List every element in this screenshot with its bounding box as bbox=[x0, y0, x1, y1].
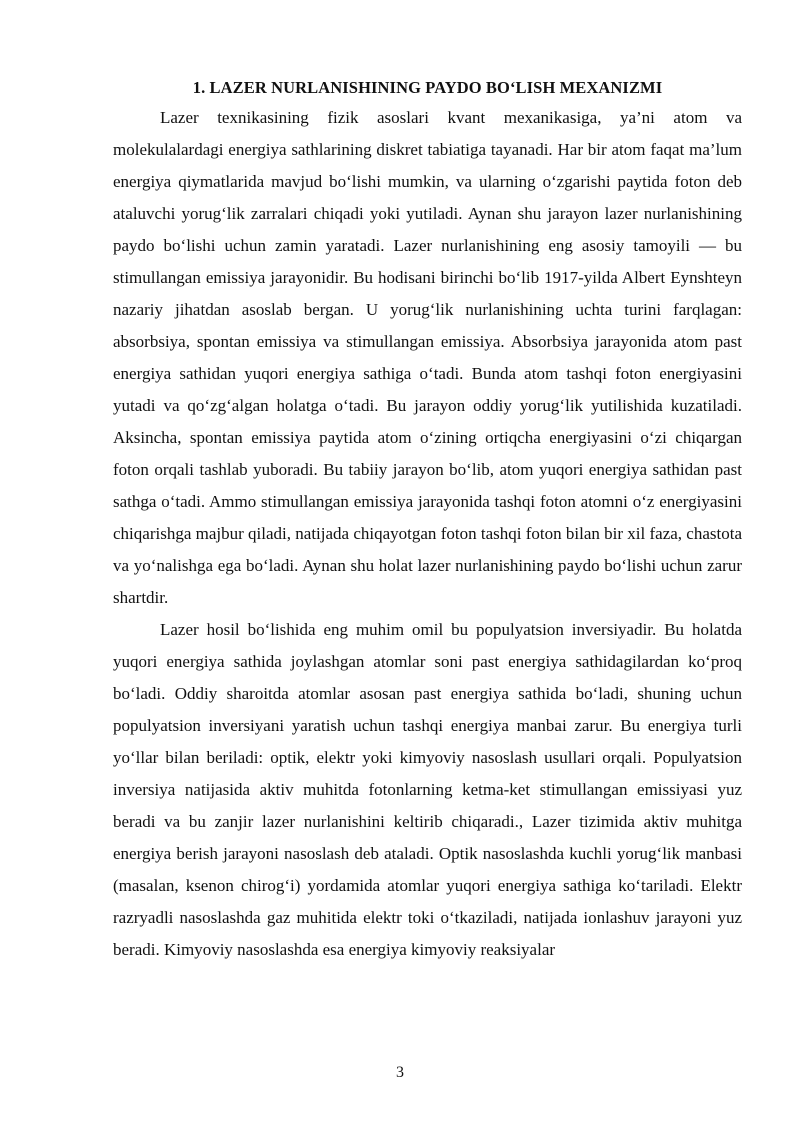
document-page bbox=[113, 76, 742, 966]
section-heading: 1. LAZER NURLANISHINING PAYDO BO‘LISH MEXANIZMI bbox=[192, 78, 663, 97]
page-number: 3 bbox=[396, 1064, 404, 1081]
paragraph-population-inversion: Lazer hosil bo‘lishida eng muhim omil bu populyatsion inversiyadir. Bu holatda yuqori energiya sathida joylashgan atomlar soni past energiya sathidagilardan ko‘proq bo‘ladi. Oddiy sharoitda atomlar asosan past energiya sathida bo‘ladi, shuning uchun populyatsion inversiyani yaratish uchun tashqi energiya manbai zarur. Bu energiya turli yo‘llar bilan beriladi: optik, elektr yoki kimyoviy nasoslash usullari orqali. Populyatsion inversiya natijasida aktiv muhitda fotonlarning ketma-ket stimullangan emissiyasi yuz beradi va bu zanjir lazer nurlanishini keltirib chiqaradi., Lazer tizimida aktiv muhitga energiya berish jarayoni nasoslash deb ataladi. Optik nasoslashda kuchli yorug‘lik manbasi (masalan, ksenon chirog‘i) yordamida atomlar yuqori energiya sathiga ko‘tariladi. Elektr razryadli nasoslashda gaz muhitida elektr toki o‘tkaziladi, natijada ionlashuv jarayoni yuz beradi. Kimyoviy nasoslashda esa energiya kimyoviy reaksiyalar bbox=[113, 620, 742, 959]
paragraph-stimulated-emission: Lazer texnikasining fizik asoslari kvant mexanikasiga, ya’ni atom va molekulalardagi energiya sathlarining diskret tabiatiga tayanadi. Har bir atom faqat ma’lum energiya qiymatlarida mavjud bo‘lishi mumkin, va ularning o‘zgarishi paytida foton deb ataluvchi yorug‘lik zarralari chiqadi yoki yutiladi. Aynan shu jarayon lazer nurlanishining paydo bo‘lishi uchun zamin yaratadi. Lazer nurlanishining eng asosiy tamoyili — bu stimullangan emissiya jarayonidir. Bu hodisani birinchi bo‘lib 1917-yilda Albert Eynshteyn nazariy jihatdan asoslab bergan. U yorug‘lik nurlanishining uchta turini farqlagan: absorbsiya, spontan emissiya va stimullangan emissiya. Absorbsiya jarayonida atom past energiya sathidan yuqori energiya sathiga o‘tadi. Bunda atom tashqi foton energiyasini yutadi va qo‘zg‘algan holatga o‘tadi. Bu jarayon oddiy yorug‘lik yutilishida kuzatiladi. Aksincha, spontan emissiya paytida atom o‘zining ortiqcha energiyasini o‘zi chiqargan foton orqali tashlab yuboradi. Bu tabiiy jarayon bo‘lib, atom yuqori energiya sathidan past sathga o‘tadi. Ammo stimullangan emissiya jarayonida tashqi foton atomni o‘z energiyasini chiqarishga majbur qiladi, natijada chiqayotgan foton tashqi foton bilan bir xil faza, chastota va yo‘nalishga ega bo‘ladi. Aynan shu holat lazer nurlanishining paydo bo‘lishi uchun zarur shartdir. bbox=[113, 108, 742, 607]
